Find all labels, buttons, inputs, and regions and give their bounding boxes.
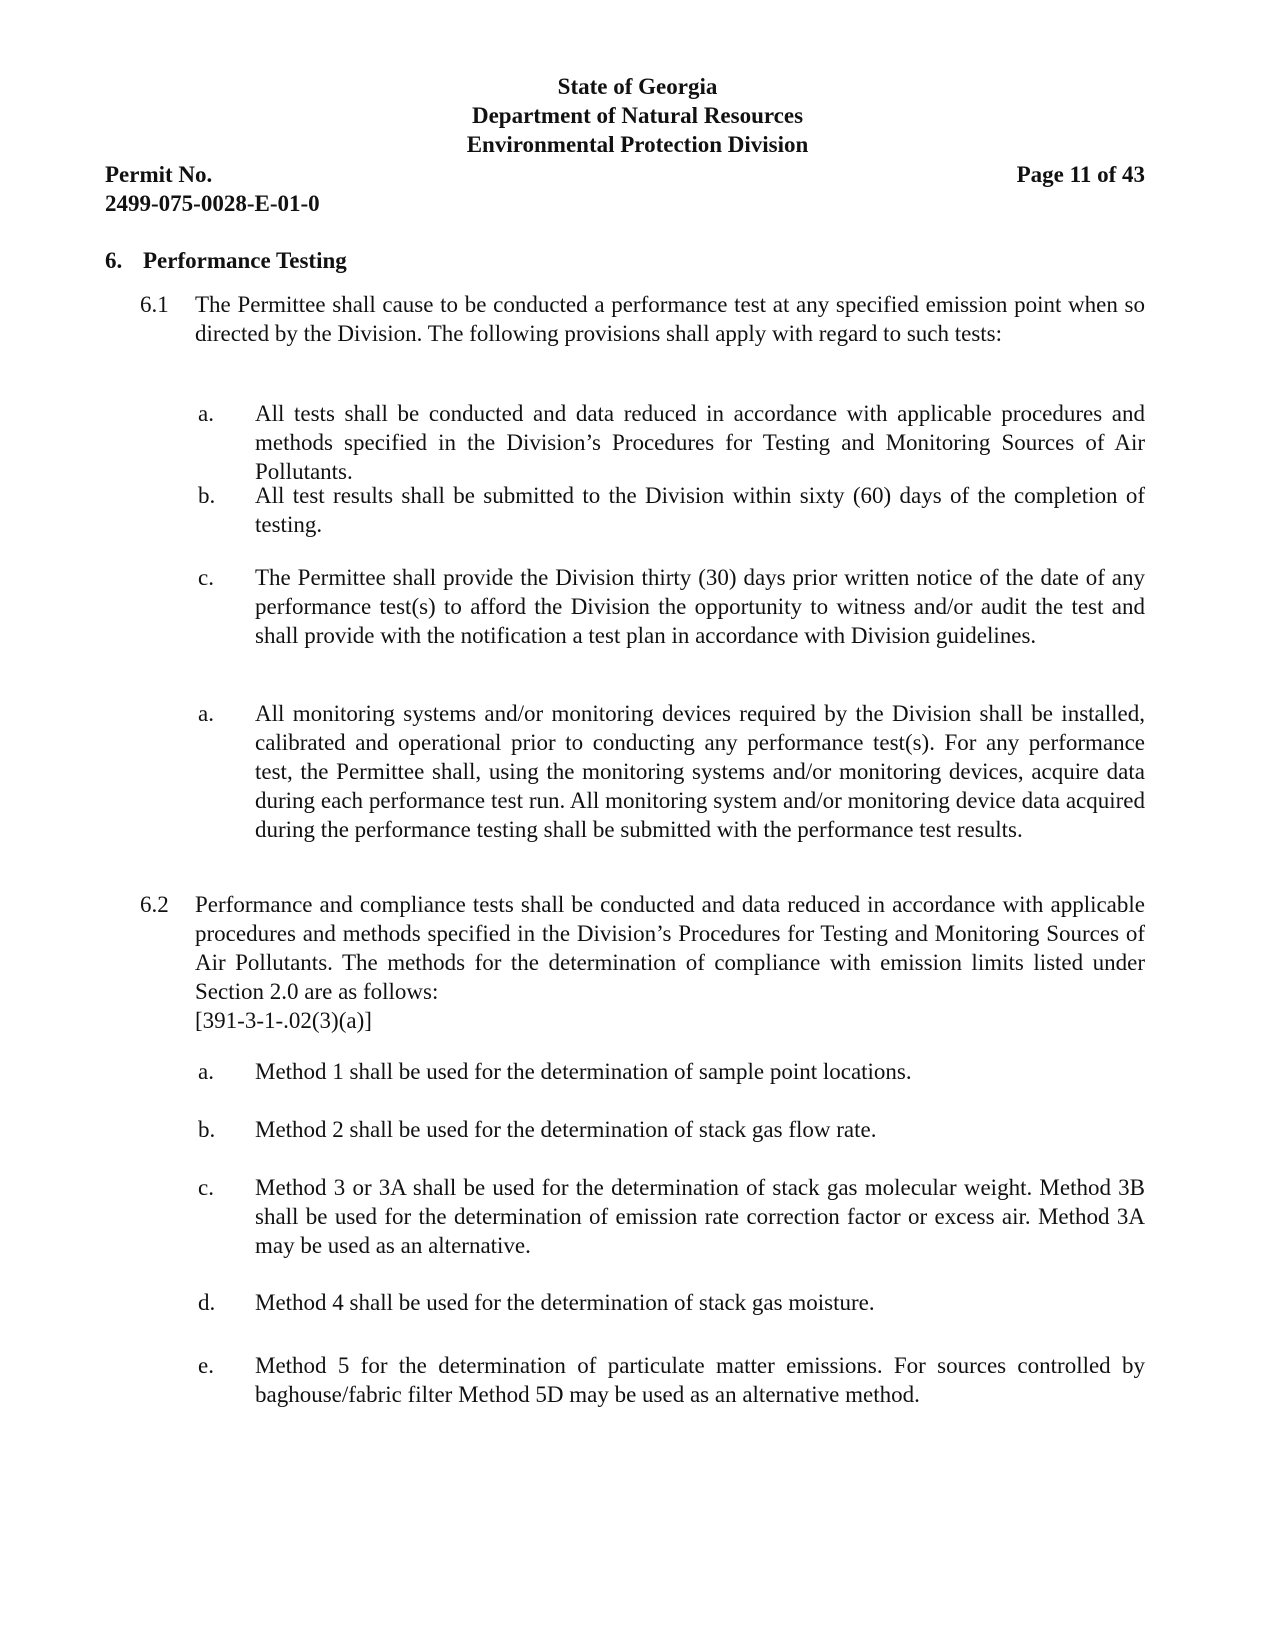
list-item-label: d. (198, 1290, 216, 1315)
list-item-text: The Permittee shall provide the Division thirty (30) days prior written notice of the date of any performance test(s) to afford the Division the opportunity to witness and/or audit the test and shall provide with the notification a test plan in accordance with Division guidelines. (255, 565, 1145, 648)
paragraph-6-2 (140, 890, 1145, 1035)
permit-label: Permit No. (105, 162, 213, 187)
list-item-label: c. (198, 565, 214, 590)
list-item-label: a. (198, 401, 214, 426)
paragraph-text: The Permittee shall cause to be conducted a performance test at any specified emission point when so directed by the Division. The following provisions shall apply with regard to such tests: (195, 292, 1145, 346)
section-title: Performance Testing (143, 248, 347, 273)
list-item-text: Method 5 for the determination of particulate matter emissions. For sources controlled by baghouse/fabric filter Method 5D may be used as an alternative method. (255, 1353, 1145, 1407)
list-item-label: c. (198, 1175, 214, 1200)
list-item (198, 699, 1145, 844)
list-item-label: b. (198, 1117, 216, 1142)
list-item-label: b. (198, 483, 216, 508)
paragraph-number: 6.2 (140, 892, 169, 917)
paragraph-citation: [391-3-1-.02(3)(a)] (195, 1008, 372, 1033)
list-item (198, 1057, 1145, 1086)
list-item (198, 481, 1145, 539)
list-item (198, 399, 1145, 486)
list-item-text: All tests shall be conducted and data reduced in accordance with applicable procedures and methods specified in the Division’s Procedures for Testing and Monitoring Sources of Air Pollutants. (255, 401, 1145, 484)
list-item (198, 1351, 1145, 1409)
header-state: State of Georgia (557, 74, 718, 99)
list-item-label: a. (198, 701, 214, 726)
list-item-text: Method 3 or 3A shall be used for the determination of stack gas molecular weight. Method 3B shall be used for the determination of emission rate correction factor or excess air. Method 3A may be used as an alternative. (255, 1175, 1145, 1258)
paragraph-6-1 (140, 290, 1145, 348)
permit-number: 2499-075-0028-E-01-0 (105, 191, 320, 216)
header-division: Environmental Protection Division (466, 132, 809, 157)
list-item-text: Method 1 shall be used for the determination of sample point locations. (255, 1059, 912, 1084)
section-heading (105, 246, 347, 275)
list-item (198, 1288, 1145, 1317)
list-item-text: Method 2 shall be used for the determination of stack gas flow rate. (255, 1117, 877, 1142)
permit-block (105, 160, 320, 218)
list-item (198, 563, 1145, 650)
list-item-text: Method 4 shall be used for the determination of stack gas moisture. (255, 1290, 875, 1315)
page-indicator: Page 11 of 43 (1016, 162, 1145, 187)
agency-header (0, 72, 1275, 159)
section-number: 6. (105, 248, 123, 273)
header-department: Department of Natural Resources (471, 103, 804, 128)
list-item-text: All test results shall be submitted to the Division within sixty (60) days of the completion of testing. (255, 483, 1145, 537)
list-item (198, 1115, 1145, 1144)
paragraph-number: 6.1 (140, 292, 169, 317)
paragraph-text: Performance and compliance tests shall be conducted and data reduced in accordance with applicable procedures and methods specified in the Division’s Procedures for Testing and Monitoring Sources of Air Pollutants. The methods for the determination of compliance with emission limits listed under Section 2.0 are as follows: (195, 892, 1145, 1004)
list-item-text: All monitoring systems and/or monitoring devices required by the Division shall be installed, calibrated and operational prior to conducting any performance test(s). For any performance test, the Permittee shall, using the monitoring systems and/or monitoring devices, acquire data during each performance test run. All monitoring system and/or monitoring device data acquired during the performance testing shall be submitted with the performance test results. (255, 701, 1145, 842)
list-item-label: a. (198, 1059, 214, 1084)
list-item (198, 1173, 1145, 1260)
list-item-label: e. (198, 1353, 214, 1378)
